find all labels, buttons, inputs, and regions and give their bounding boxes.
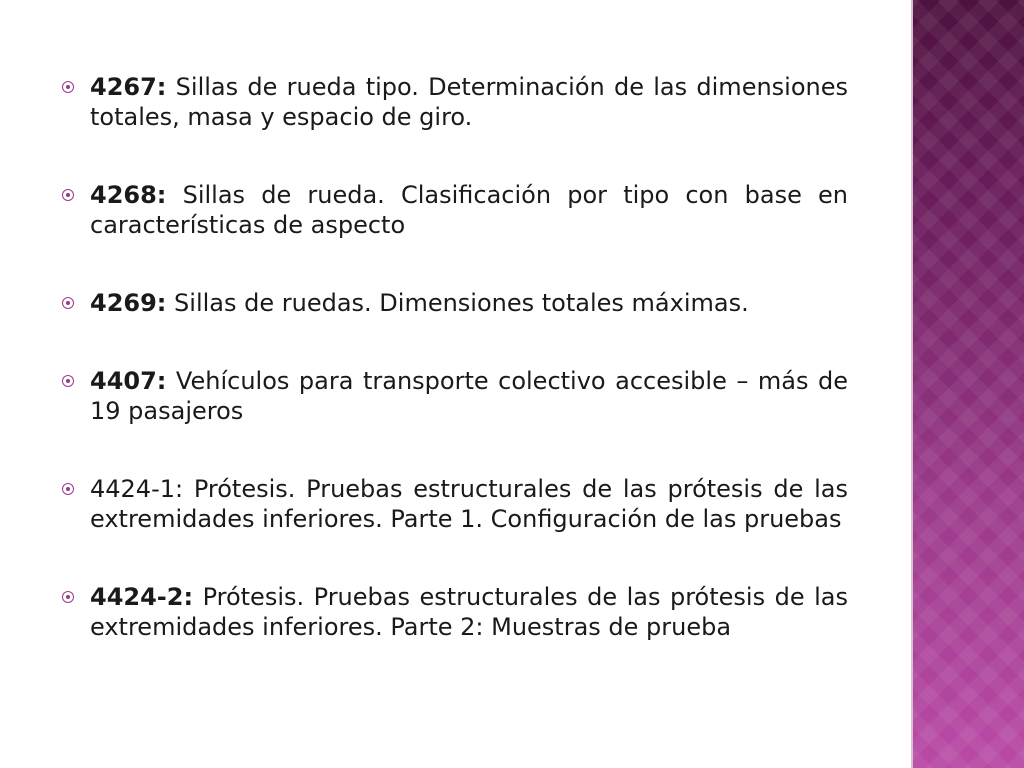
standards-list	[62, 72, 848, 690]
circle-bullet-icon	[62, 483, 74, 495]
list-item	[62, 582, 848, 642]
list-item	[62, 474, 848, 534]
circle-bullet-icon	[62, 375, 74, 387]
standard-code: 4407:	[90, 367, 167, 395]
list-item	[62, 366, 848, 426]
list-item	[62, 288, 848, 318]
standard-description: Prótesis. Pruebas estructurales de las prótesis de las extremidades inferiores. Parte 1. Configuración de las pruebas	[90, 475, 848, 533]
circle-bullet-icon	[62, 81, 74, 93]
standard-description: Sillas de rueda tipo. Determinación de las dimensiones totales, masa y espacio de giro.	[90, 73, 848, 131]
circle-bullet-icon	[62, 189, 74, 201]
standard-code: 4269:	[90, 289, 167, 317]
standard-code: 4424-1:	[90, 475, 184, 503]
list-item	[62, 72, 848, 132]
standard-description: Sillas de rueda. Clasificación por tipo con base en características de aspecto	[90, 181, 848, 239]
list-item	[62, 180, 848, 240]
standard-description: Vehículos para transporte colectivo accesible – más de 19 pasajeros	[90, 367, 848, 425]
circle-bullet-icon	[62, 297, 74, 309]
circle-bullet-icon	[62, 591, 74, 603]
standard-code: 4267:	[90, 73, 167, 101]
standard-code: 4268:	[90, 181, 167, 209]
standard-description: Prótesis. Pruebas estructurales de las prótesis de las extremidades inferiores. Parte 2: Muestras de prueba	[90, 583, 848, 641]
standard-description: Sillas de ruedas. Dimensiones totales máximas.	[166, 289, 749, 317]
decorative-side-band	[913, 0, 1024, 768]
standard-code: 4424-2:	[90, 583, 194, 611]
